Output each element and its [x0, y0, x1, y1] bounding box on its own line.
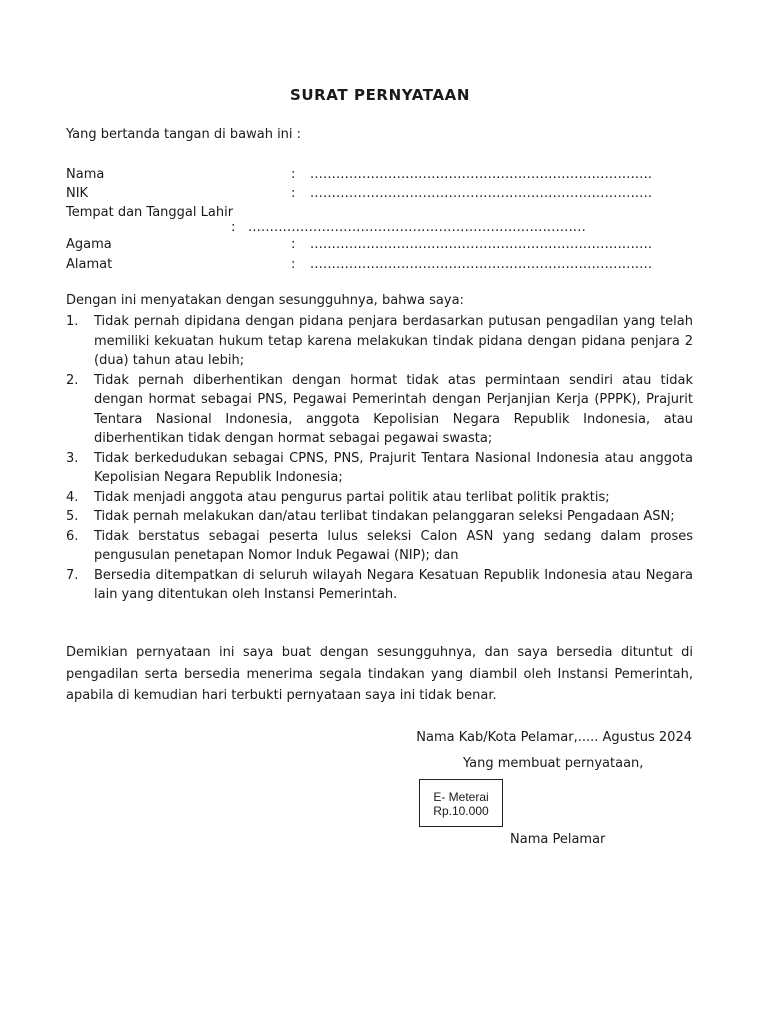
item-text: Tidak menjadi anggota atau pengurus partai politik atau terlibat politik praktis; — [94, 489, 610, 505]
list-item — [66, 312, 693, 371]
field-colon: : — [291, 257, 296, 272]
item-number: 4. — [66, 489, 79, 505]
place-date: Nama Kab/Kota Pelamar,..... Agustus 2024 — [416, 730, 692, 745]
item-text: Tidak pernah diberhentikan dengan hormat tidak atas permintaan sendiri atau tidak dengan hormat sebagai PNS, Pegawai Pemerintah dengan Perjanjian Kerja (PPPK), Prajurit Tentara Nasional Indonesia, anggota Kepolisian Negara Republik Indonesia, atau diberhentikan tidak dengan hormat sebagai pegawai swasta; — [94, 372, 693, 446]
item-number: 3. — [66, 450, 79, 466]
field-blank: ............................................................................... — [310, 167, 653, 182]
e-meterai-stamp-box — [419, 779, 503, 827]
signature-caption: Yang membuat pernyataan, — [463, 756, 644, 771]
field-label: NIK — [66, 186, 89, 201]
field-colon: : — [291, 167, 296, 182]
item-number: 7. — [66, 567, 79, 583]
document-title: SURAT PERNYATAAN — [289, 86, 471, 104]
list-item — [66, 507, 693, 527]
statement-list — [66, 312, 693, 605]
item-text: Tidak berkedudukan sebagai CPNS, PNS, Prajurit Tentara Nasional Indonesia atau anggota Kepolisian Negara Republik Indonesia; — [94, 450, 693, 485]
field-blank: ............................................................................... — [310, 237, 653, 252]
signer-name: Nama Pelamar — [510, 832, 606, 847]
stamp-line-1: E- Meterai — [433, 790, 489, 804]
field-blank: ............................................................................... — [310, 186, 653, 201]
field-label: Tempat dan Tanggal Lahir — [66, 205, 234, 220]
stamp-line-2: Rp.10.000 — [433, 804, 489, 818]
item-number: 2. — [66, 372, 79, 388]
item-text: Bersedia ditempatkan di seluruh wilayah Negara Kesatuan Republik Indonesia atau Negara lain yang ditentukan oleh Instansi Pemerintah. — [94, 567, 693, 602]
item-text: Tidak berstatus sebagai peserta lulus seleksi Calon ASN yang sedang dalam proses pengusulan penetapan Nomor Induk Pegawai (NIP); dan — [94, 528, 693, 563]
item-number: 6. — [66, 528, 79, 544]
list-item — [66, 371, 693, 449]
field-label: Agama — [66, 237, 112, 252]
statement-text: Dengan ini menyatakan dengan sesungguhnya, bahwa saya: — [66, 293, 464, 308]
item-number: 5. — [66, 509, 79, 524]
list-item — [66, 488, 693, 508]
field-colon: : — [231, 220, 236, 235]
closing-paragraph: Demikian pernyataan ini saya buat dengan sesungguhnya, dan saya bersedia dituntut di pengadilan serta bersedia menerima segala tindakan yang diambil oleh Instansi Pemerintah, apabila di kemudian hari terbukti pernyataan saya ini tidak benar. — [66, 645, 693, 703]
item-text: Tidak pernah dipidana dengan pidana penjara berdasarkan putusan pengadilan yang telah memiliki kekuatan hukum tetap karena melakukan tindak pidana dengan pidana penjara 2 (dua) tahun atau lebih; — [94, 314, 693, 368]
field-label: Nama — [66, 167, 105, 182]
field-label: Alamat — [66, 257, 113, 272]
field-blank: .............................................................................. — [248, 220, 586, 235]
field-blank: ............................................................................... — [310, 257, 653, 272]
list-item — [66, 527, 693, 566]
field-colon: : — [291, 186, 296, 201]
item-number: 1. — [66, 314, 79, 329]
intro-text: Yang bertanda tangan di bawah ini : — [66, 127, 302, 142]
item-text: Tidak pernah melakukan dan/atau terlibat tindakan pelanggaran seleksi Pengadaan ASN; — [94, 509, 675, 524]
field-colon: : — [291, 237, 296, 252]
list-item — [66, 566, 693, 605]
list-item — [66, 449, 693, 488]
